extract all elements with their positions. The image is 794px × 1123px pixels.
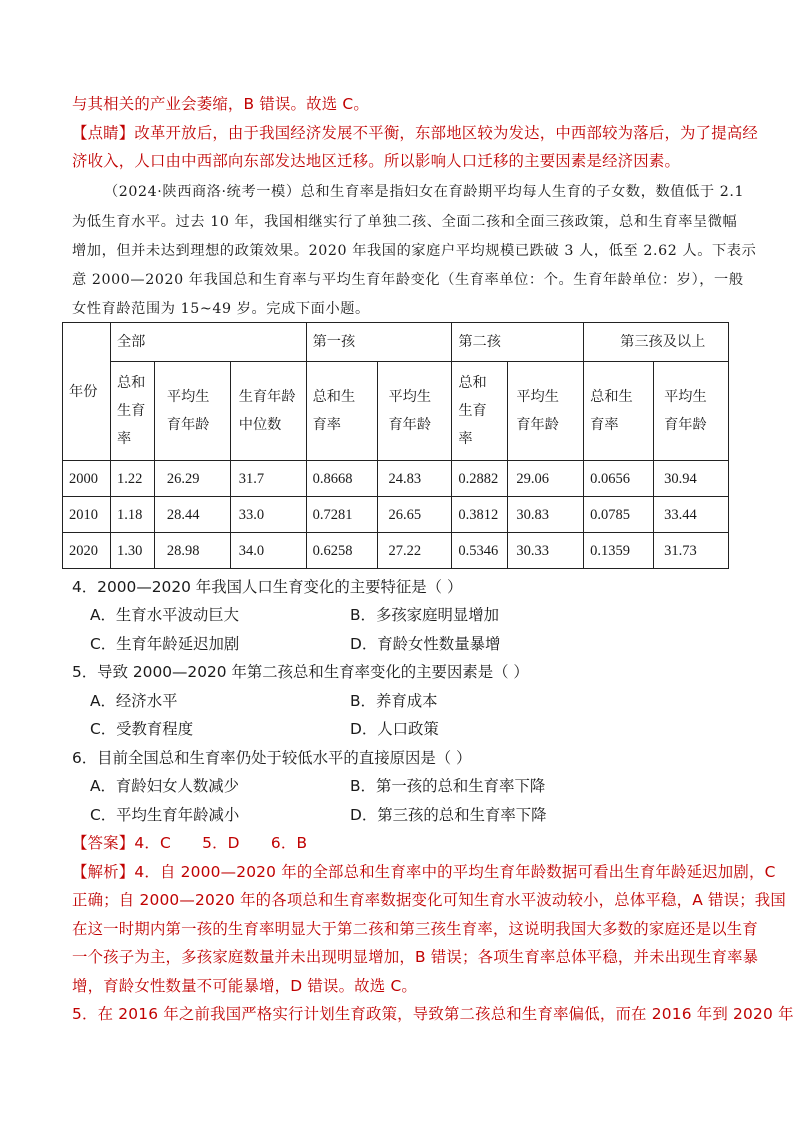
table-row [63,497,729,533]
question-4-option-a[interactable]: A．生育水平波动巨大 [90,606,240,624]
table-cell: 0.3812 [452,497,508,533]
table-cell: 28.98 [154,533,230,569]
table-cell: 1.30 [110,533,154,569]
question-5-option-d[interactable]: D．人口政策 [350,720,439,738]
table-cell: 2020 [63,533,111,569]
passage-line-1: （2024·陕西商洛·统考一模）总和生育率是指妇女在育龄期平均每人生育的子女数，数值低于 2.1 [104,184,745,200]
question-4-option-d[interactable]: D．育龄女性数量暴增 [350,635,501,653]
year-header: 年份 [63,323,111,461]
table-cell: 0.5346 [452,533,508,569]
question-4-option-c[interactable]: C．生育年龄延迟加剧 [90,635,240,653]
group-all: 全部 [110,323,306,362]
table-cell: 0.0656 [584,461,654,497]
analysis-line-4: 一个孩子为主，多孩家庭数量并未出现明显增加，B 错误；各项生育率总体平稳，并未出现生育率暴 [72,948,759,966]
table-cell: 0.7281 [306,497,378,533]
subheader-second-avg-age: 平均生 育年龄 [508,362,584,461]
table-row [63,461,729,497]
fertility-table [62,322,729,569]
question-6-option-c[interactable]: C．平均生育年龄减小 [90,806,240,824]
analysis-line-3: 在这一时期内第一孩的生育率明显大于第二孩和第三孩生育率，这说明我国大多数的家庭还是以生育 [72,920,758,938]
question-4-option-b[interactable]: B．多孩家庭明显增加 [350,606,500,624]
tip-text: 改革开放后，由于我国经济发展不平衡，东部地区较为发达，中西部较为落后，为了提高经 [134,124,759,142]
question-4-stem: 4．2000—2020 年我国人口生育变化的主要特征是（ ） [72,578,463,596]
subheader-first-tfr: 总和生 育率 [306,362,378,461]
analysis-line-1 [72,862,776,882]
subheader-all-avg-age: 平均生 育年龄 [154,362,230,461]
table-cell: 31.73 [654,533,729,569]
table-cell: 0.0785 [584,497,654,533]
subheader-first-avg-age: 平均生 育年龄 [378,362,452,461]
question-6-option-d[interactable]: D．第三孩的总和生育率下降 [350,806,547,824]
table-cell: 28.44 [154,497,230,533]
analysis-line-6: 5．在 2016 年之前我国严格实行计划生育政策，导致第二孩总和生育率偏低，而在 2016 年到 2020 年 [72,1005,794,1023]
subheader-second-tfr: 总和 生育 率 [452,362,508,461]
question-6-option-b[interactable]: B．第一孩的总和生育率下降 [350,777,546,795]
table-cell: 0.6258 [306,533,378,569]
passage-line-5: 女性育龄范围为 15~49 岁。完成下面小题。 [72,301,370,317]
table-header-row-1 [63,323,729,362]
question-6-stem: 6．目前全国总和生育率仍处于较低水平的直接原因是（ ） [72,749,472,767]
table-cell: 34.0 [230,533,306,569]
question-5-stem: 5．导致 2000—2020 年第二孩总和生育率变化的主要因素是（ ） [72,663,529,681]
table-cell: 26.29 [154,461,230,497]
analysis-tag: 【解析】 [72,863,135,881]
subheader-third-avg-age: 平均生 育年龄 [654,362,729,461]
table-cell: 2010 [63,497,111,533]
analysis-line-5: 增，育龄女性数量不可能暴增，D 错误。故选 C。 [72,977,417,995]
table-row [63,533,729,569]
answer-line [72,833,307,853]
group-third-plus: 第三孩及以上 [584,323,729,362]
passage-line-2: 为低生育水平。过去 10 年，我国相继实行了单独二孩、全面二孩和全面三孩政策，总和生育率呈微幅 [72,214,738,230]
group-first-child: 第一孩 [306,323,452,362]
table-cell: 26.65 [378,497,452,533]
group-second-child: 第二孩 [452,323,584,362]
question-5-option-c[interactable]: C．受教育程度 [90,720,194,738]
tip-line-2: 济收入，人口由中西部向东部发达地区迁移。所以影响人口迁移的主要因素是经济因素。 [72,152,681,170]
question-5-option-b[interactable]: B．养育成本 [350,692,438,710]
table-cell: 30.83 [508,497,584,533]
tip-tag: 【点睛】 [72,124,135,142]
subheader-third-tfr: 总和生 育率 [584,362,654,461]
table-cell: 1.22 [110,461,154,497]
table-cell: 2000 [63,461,111,497]
tip-line-1 [72,123,758,143]
passage-line-3: 增加，但并未达到理想的政策效果。2020 年我国的家庭户平均规模已跌破 3 人，低至 2.62 人。下表示 [72,243,757,259]
table-cell: 33.0 [230,497,306,533]
table-cell: 29.06 [508,461,584,497]
analysis-line-2: 正确；自 2000—2020 年的各项总和生育率数据变化可知生育水平波动较小，总体平稳，A 错误；我国 [72,891,786,909]
answer-text: 4．C 5．D 6．B [134,834,308,852]
table-cell: 1.18 [110,497,154,533]
table-cell: 27.22 [378,533,452,569]
table-cell: 30.33 [508,533,584,569]
subheader-all-tfr: 总和 生育 率 [110,362,154,461]
table-cell: 0.8668 [306,461,378,497]
prev-analysis-tail: 与其相关的产业会萎缩，B 错误。故选 C。 [72,95,369,113]
answer-tag: 【答案】 [72,834,135,852]
table-cell: 0.2882 [452,461,508,497]
table-cell: 30.94 [654,461,729,497]
table-cell: 0.1359 [584,533,654,569]
subheader-all-median-age: 生育年龄 中位数 [230,362,306,461]
table-cell: 31.7 [230,461,306,497]
table-cell: 33.44 [654,497,729,533]
table-cell: 24.83 [378,461,452,497]
passage-line-4: 意 2000—2020 年我国总和生育率与平均生育年龄变化（生育率单位：个。生育年龄单位：岁），一般 [72,272,744,288]
table-header-row-2 [63,362,729,461]
question-6-option-a[interactable]: A．育龄妇女人数减少 [90,777,240,795]
question-5-option-a[interactable]: A．经济水平 [90,692,178,710]
analysis-text: 4．自 2000—2020 年的全部总和生育率中的平均生育年龄数据可看出生育年龄延迟加剧，C [134,863,776,881]
